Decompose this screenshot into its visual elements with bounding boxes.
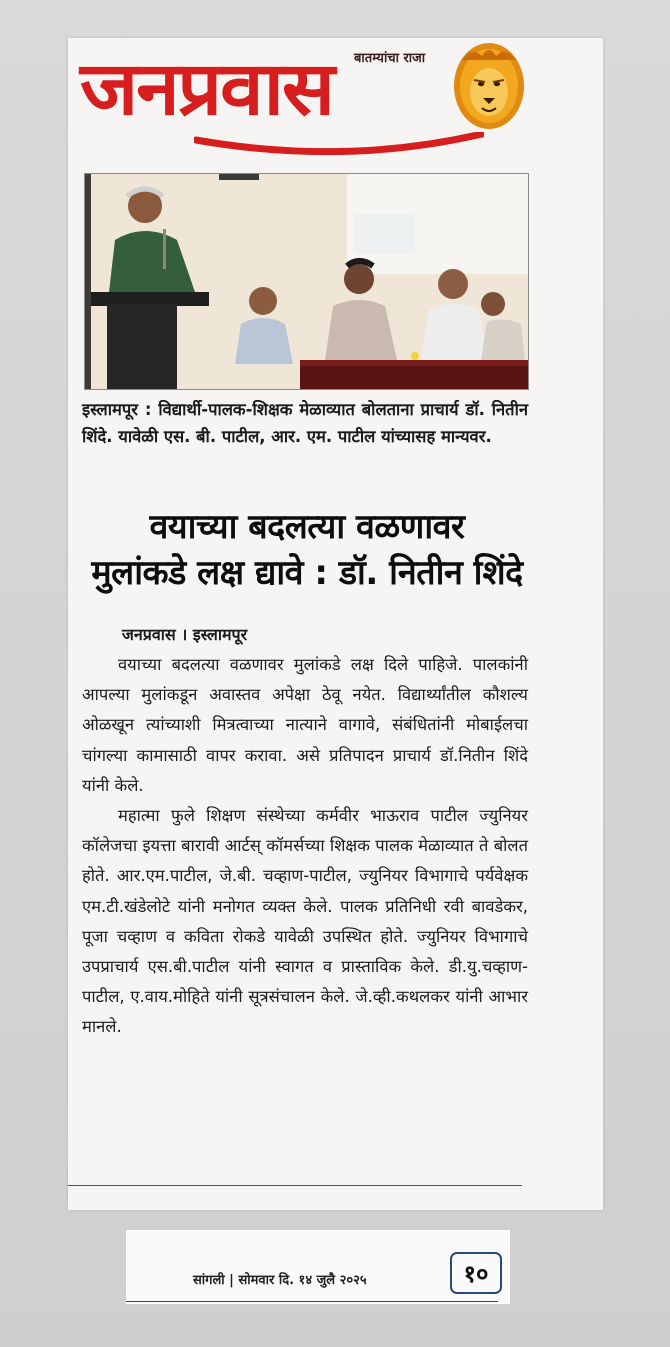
- page-footer: [126, 1230, 510, 1304]
- masthead-brand: जनप्रवास: [80, 46, 333, 132]
- photo-caption: इस्लामपूर : विद्यार्थी-पालक-शिक्षक मेळाव्यात बोलताना प्राचार्य डॉ. नितीन शिंदे. यावेळी एस. बी. पाटील, आर. एम. पाटील यांच्यासह मान्यवर.: [82, 400, 528, 446]
- event-photo: [84, 173, 529, 390]
- article-dateline: जनप्रवास । इस्लामपूर: [122, 625, 248, 644]
- masthead: [68, 38, 603, 168]
- newspaper-clipping: [68, 38, 603, 1210]
- body-paragraph-1: वयाच्या बदलत्या वळणावर मुलांकडे लक्ष दिले पाहिजे. पालकांनी आपल्या मुलांकडून अवास्तव अपेक्षा ठेवू नयेत. विद्यार्थ्यांतील कौशल्य ओळखून त्यांच्याशी मित्रत्वाच्या नात्याने वागावे, संबंधितांनी मोबाईलचा चांगल्या कामासाठी वापर करावा. असे प्रतिपादन प्राचार्य डॉ.नितीन शिंदे यांनी केले.: [82, 655, 528, 795]
- edition-date: सांगली | सोमवार दि. १४ जुलै २०२५: [193, 1273, 367, 1288]
- article-body: [82, 650, 528, 1043]
- headline-line-2: मुलांकडे लक्ष द्यावे : डॉ. नितीन शिंदे: [91, 553, 523, 593]
- masthead-swoosh: [194, 132, 484, 164]
- headline-line-1: वयाच्या बदलत्या वळणावर: [149, 507, 465, 547]
- page-number: १०: [450, 1252, 502, 1294]
- article-end-rule: [68, 1185, 522, 1186]
- body-paragraph-2: महात्मा फुले शिक्षण संस्थेच्या कर्मवीर भाऊराव पाटील ज्युनियर कॉलेजचा इयत्ता बारावी आर्टस् कॉमर्सच्या शिक्षक पालक मेळाव्यात ते बोलत होते. आर.एम.पाटील, जे.बी. चव्हाण-पाटील, ज्युनियर विभागाचे पर्यवेक्षक एम.टी.खंडेलोटे यांनी मनोगत व्यक्त केले. पालक प्रतिनिधी रवी बावडेकर, पूजा चव्हाण व कविता रोकडे यावेळी उपस्थित होते. ज्युनियर विभागाचे उपप्राचार्य एस.बी.पाटील यांनी स्वागत व प्रास्ताविक केले. डी.यु.चव्हाण-पाटील, ए.वाय.मोहिते यांनी सूत्रसंचालन केले. जे.व्ही.कथलकर यांनी आभार मानले.: [82, 806, 528, 1037]
- lion-head-logo-icon: [452, 40, 526, 132]
- masthead-tagline: बातम्यांचा राजा: [354, 51, 426, 66]
- footer-rule: [126, 1301, 498, 1302]
- article-headline: [82, 504, 532, 596]
